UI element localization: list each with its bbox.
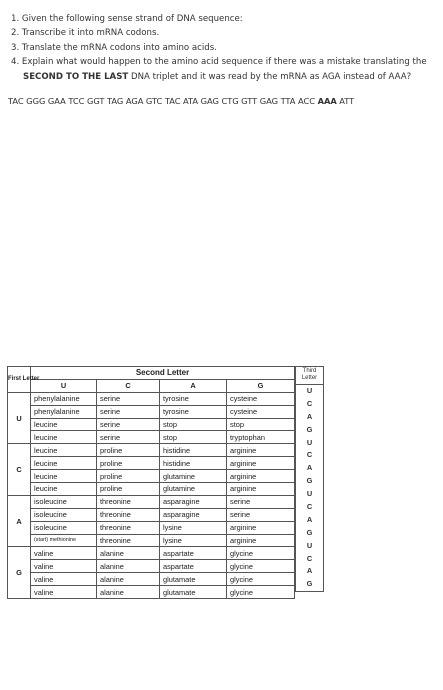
amino-acid-cell: tyrosine xyxy=(160,392,227,405)
amino-acid-cell: threonine xyxy=(97,534,160,547)
question-1: 1. Given the following sense strand of DNA sequence: xyxy=(11,14,243,24)
question-4-continued xyxy=(11,70,436,84)
amino-acid-cell: serine xyxy=(97,418,160,431)
codon-row xyxy=(8,392,322,405)
amino-acid-cell: histidine xyxy=(160,457,227,470)
codon-row xyxy=(8,457,322,470)
third-letter-header: Third Letter xyxy=(296,367,323,385)
amino-acid-cell: aspartate xyxy=(160,547,227,560)
question-3: 3. Translate the mRNA codons into amino acids. xyxy=(11,42,217,53)
amino-acid-cell: isoleucine xyxy=(31,521,97,534)
amino-acid-cell: glycine xyxy=(227,573,295,586)
amino-acid-cell: serine xyxy=(227,495,295,508)
amino-acid-cell: lysine xyxy=(160,534,227,547)
amino-acid-cell: stop xyxy=(227,418,295,431)
codon-row xyxy=(8,521,322,534)
dna-sequence-main: TAC GGG GAA TCC GGT TAG AGA GTC TAC ATA GAG CTG GTT GAG TTA ACC xyxy=(8,96,318,106)
question-list xyxy=(11,12,436,84)
amino-acid-cell: threonine xyxy=(97,521,160,534)
amino-acid-cell: cysteine xyxy=(227,392,295,405)
third-letter-cells xyxy=(296,385,323,591)
codon-row xyxy=(8,405,322,418)
dna-sequence-end: ATT xyxy=(336,96,355,106)
third-letter-cell: C xyxy=(306,450,313,460)
first-letter-cell: G xyxy=(8,547,31,599)
amino-acid-cell: valine xyxy=(31,547,97,560)
codon-row xyxy=(8,483,322,496)
amino-acid-cell: arginine xyxy=(227,483,295,496)
third-letter-cell: G xyxy=(306,579,313,589)
amino-acid-cell: serine xyxy=(97,392,160,405)
amino-acid-cell: arginine xyxy=(227,444,295,457)
amino-acid-cell: glutamine xyxy=(160,483,227,496)
first-letter-cell: C xyxy=(8,444,31,496)
amino-acid-cell: glycine xyxy=(227,547,295,560)
amino-acid-cell: alanine xyxy=(97,547,160,560)
third-letter-cell: U xyxy=(306,437,313,447)
third-letter-cell: U xyxy=(306,540,313,550)
codon-table xyxy=(7,366,322,599)
codon-row xyxy=(8,495,322,508)
third-letter-cell: A xyxy=(306,463,313,473)
second-label-g: G xyxy=(227,379,295,392)
amino-acid-cell: phenylalanine xyxy=(31,405,97,418)
amino-acid-cell: asparagine xyxy=(160,495,227,508)
codon-row xyxy=(8,534,322,547)
amino-acid-cell: leucine xyxy=(31,470,97,483)
amino-acid-cell: phenylalanine xyxy=(31,392,97,405)
third-letter-cell: G xyxy=(306,424,313,434)
amino-acid-cell: tryptophan xyxy=(227,431,295,444)
question-4-rest: DNA triplet and it was read by the mRNA as AGA instead of AAA? xyxy=(128,71,412,82)
question-4: 4. Explain what would happen to the amino acid sequence if there was a mistake translating the xyxy=(11,57,427,68)
amino-acid-cell: leucine xyxy=(31,457,97,470)
amino-acid-cell: leucine xyxy=(31,418,97,431)
third-letter-cell: C xyxy=(306,398,313,408)
amino-acid-cell: cysteine xyxy=(227,405,295,418)
third-letter-cell: U xyxy=(306,489,313,499)
second-letter-header: Second Letter xyxy=(31,367,295,380)
amino-acid-cell: valine xyxy=(31,560,97,573)
codon-row xyxy=(8,444,322,457)
amino-acid-cell: glutamate xyxy=(160,573,227,586)
amino-acid-cell: glycine xyxy=(227,560,295,573)
codon-row xyxy=(8,586,322,599)
dna-sequence xyxy=(8,96,354,106)
third-letter-cell: C xyxy=(306,502,313,512)
first-letter-cell: A xyxy=(8,495,31,547)
amino-acid-cell: asparagine xyxy=(160,508,227,521)
first-letter-cell: U xyxy=(8,392,31,444)
amino-acid-cell: leucine xyxy=(31,483,97,496)
amino-acid-cell: valine xyxy=(31,573,97,586)
question-4-emphasis: SECOND TO THE LAST xyxy=(23,71,129,82)
amino-acid-cell: glycine xyxy=(227,586,295,599)
amino-acid-cell: arginine xyxy=(227,457,295,470)
amino-acid-cell: alanine xyxy=(97,573,160,586)
second-label-a: A xyxy=(160,379,227,392)
third-letter-cell: G xyxy=(306,476,313,486)
third-letter-cell: A xyxy=(306,514,313,524)
amino-acid-cell: lysine xyxy=(160,521,227,534)
amino-acid-cell: proline xyxy=(97,483,160,496)
amino-acid-cell: valine xyxy=(31,586,97,599)
amino-acid-cell: proline xyxy=(97,470,160,483)
amino-acid-cell: isoleucine xyxy=(31,495,97,508)
first-letter-header: First Letter xyxy=(8,367,31,393)
codon-row xyxy=(8,508,322,521)
amino-acid-cell: isoleucine xyxy=(31,508,97,521)
amino-acid-cell: arginine xyxy=(227,521,295,534)
amino-acid-cell: serine xyxy=(97,405,160,418)
third-letter-cell: G xyxy=(306,527,313,537)
amino-acid-cell: aspartate xyxy=(160,560,227,573)
amino-acid-cell: proline xyxy=(97,457,160,470)
codon-row xyxy=(8,547,322,560)
codon-row xyxy=(8,573,322,586)
second-label-c: C xyxy=(97,379,160,392)
third-letter-cell: A xyxy=(306,566,313,576)
dna-sequence-highlight: AAA xyxy=(317,96,337,106)
question-2: 2. Transcribe it into mRNA codons. xyxy=(11,28,160,39)
amino-acid-cell: serine xyxy=(227,508,295,521)
codon-row xyxy=(8,560,322,573)
amino-acid-cell: tyrosine xyxy=(160,405,227,418)
codon-row xyxy=(8,418,322,431)
amino-acid-cell: leucine xyxy=(31,444,97,457)
amino-acid-cell: (start) methionine xyxy=(31,534,97,547)
codon-table-body xyxy=(8,392,322,598)
amino-acid-cell: histidine xyxy=(160,444,227,457)
codon-table-wrapper xyxy=(7,366,321,599)
amino-acid-cell: glutamate xyxy=(160,586,227,599)
amino-acid-cell: proline xyxy=(97,444,160,457)
amino-acid-cell: glutamine xyxy=(160,470,227,483)
amino-acid-cell: stop xyxy=(160,418,227,431)
amino-acid-cell: threonine xyxy=(97,495,160,508)
second-label-u: U xyxy=(31,379,97,392)
codon-row xyxy=(8,470,322,483)
codon-row xyxy=(8,431,322,444)
amino-acid-cell: alanine xyxy=(97,560,160,573)
third-letter-cell: A xyxy=(306,411,313,421)
third-letter-cell: U xyxy=(306,386,313,395)
amino-acid-cell: leucine xyxy=(31,431,97,444)
amino-acid-cell: arginine xyxy=(227,470,295,483)
amino-acid-cell: threonine xyxy=(97,508,160,521)
amino-acid-cell: alanine xyxy=(97,586,160,599)
amino-acid-cell: stop xyxy=(160,431,227,444)
amino-acid-cell: serine xyxy=(97,431,160,444)
third-letter-cell: C xyxy=(306,553,313,563)
amino-acid-cell: arginine xyxy=(227,534,295,547)
third-letter-column xyxy=(295,366,324,592)
